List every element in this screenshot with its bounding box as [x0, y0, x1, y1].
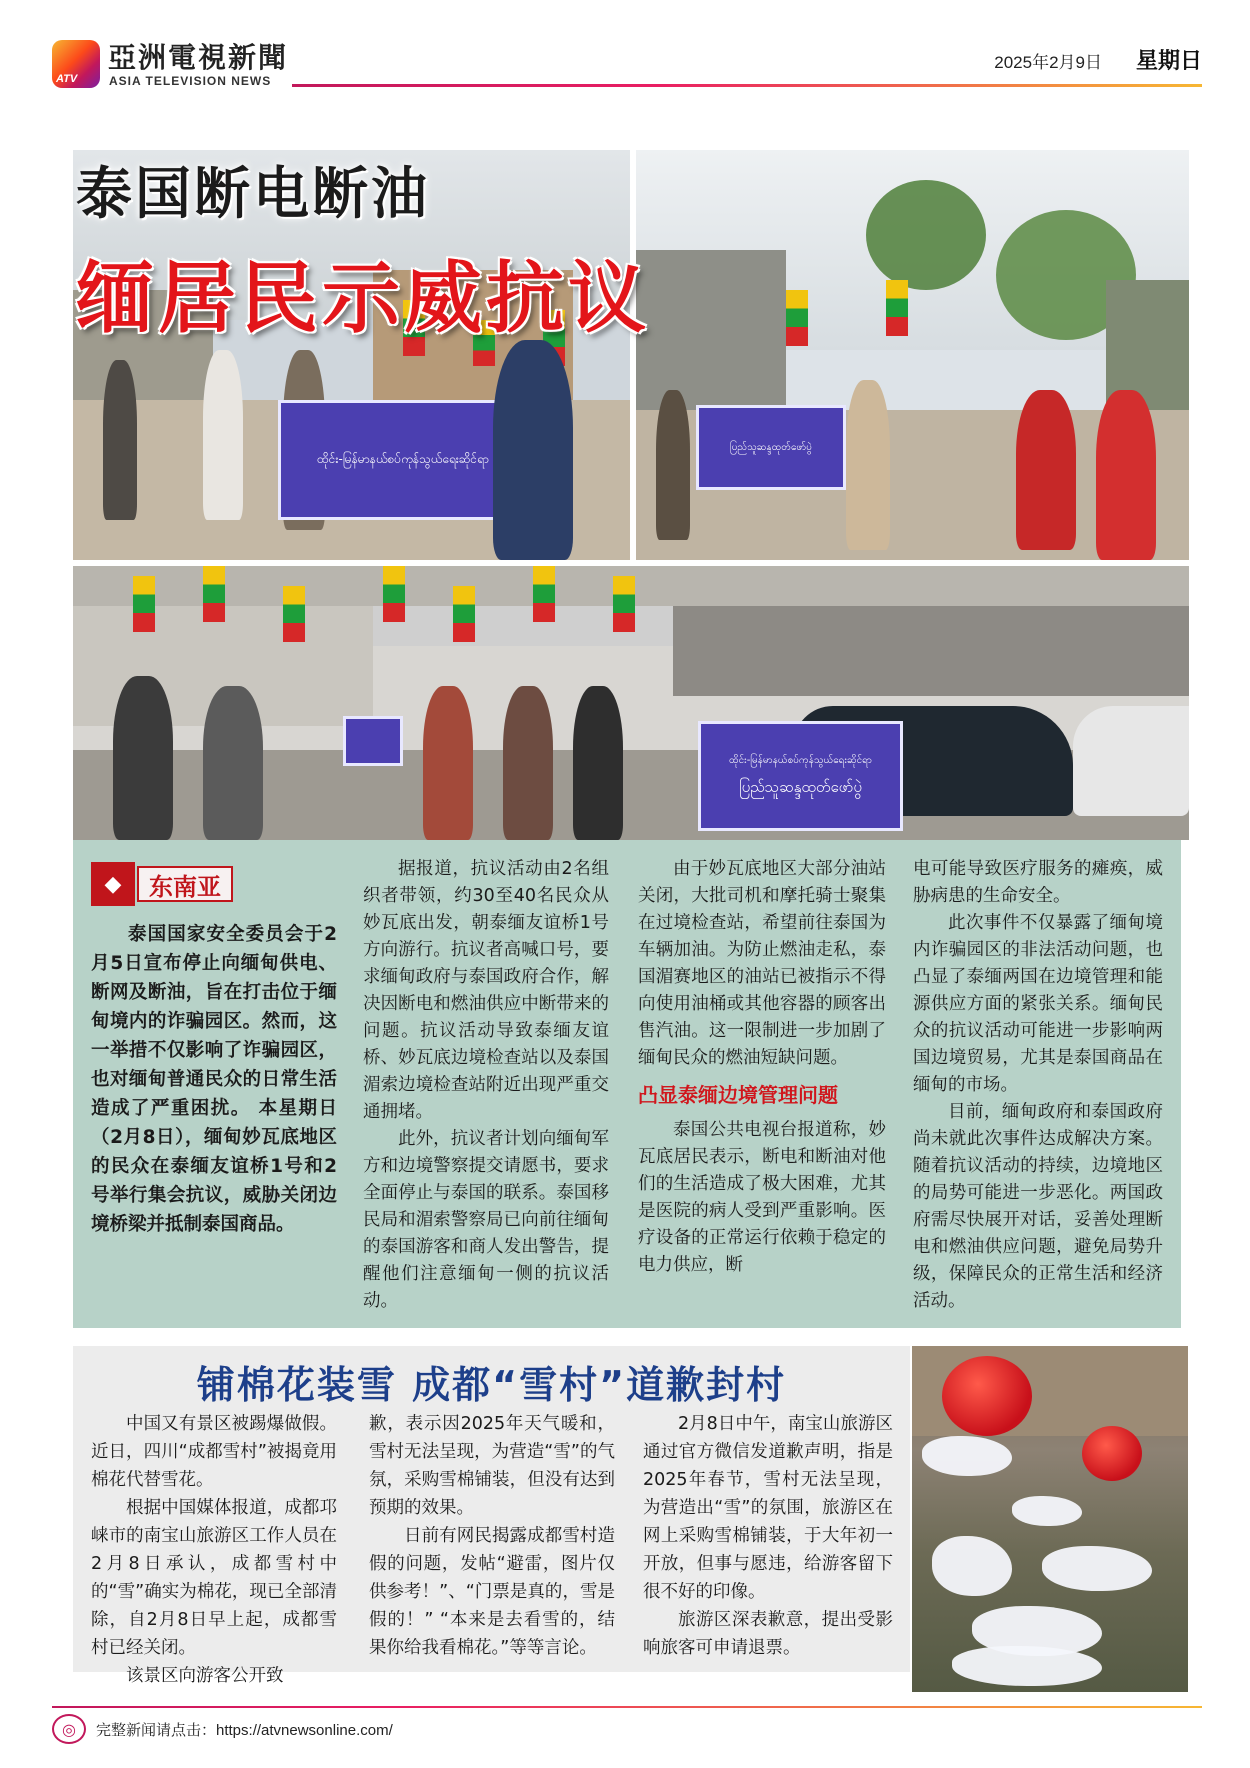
article2-column-1 — [91, 1410, 337, 1690]
article1-paragraph: 此次事件不仅暴露了缅甸境内诈骗园区的非法活动问题，也凸显了泰缅两国在边境管理和能源供应方面的紧张关系。缅甸民众的抗议活动可能进一步影响两国边境贸易，尤其是泰国商品在缅甸的市场。 — [913, 913, 1163, 1095]
article-chengdu-snow-village — [73, 1346, 910, 1686]
logo-chinese-name: 亞洲電視新聞 — [108, 41, 289, 74]
issue-weekday: 星期日 — [1135, 49, 1202, 74]
article2-column-3 — [643, 1410, 893, 1662]
masthead — [52, 36, 1202, 92]
article2-paragraph: 中国又有景区被踢爆做假。近日，四川“成都雪村”被揭竟用棉花代替雪花。 — [91, 1414, 337, 1490]
article1-paragraph: 目前，缅甸政府和泰国政府尚未就此次事件达成解决方案。随着抗议活动的持续，边境地区的局势可能进一步恶化。两国政府需尽快展开对话，妥善处理断电和燃油供应问题，避免局势升级，保障民众的正常生活和经济活动。 — [913, 1102, 1163, 1311]
main-headline — [76, 150, 650, 348]
article1-column-4 — [913, 856, 1163, 1315]
protest-photo-2 — [636, 150, 1189, 560]
lantern-icon — [1082, 1426, 1142, 1481]
article1-paragraph: 由于妙瓦底地区大部分油站关闭，大批司机和摩托骑士聚集在过境检查站，希望前往泰国为车辆加油。为防止燃油走私，泰国湄赛地区的油站已被指示不得向使用油桶或其他容器的顾客出售汽油。这一限制进一步加剧了缅甸民众的燃油短缺问题。 — [638, 859, 886, 1068]
article1-lead: 泰国国家安全委员会于2月5日宣布停止向缅甸供电、断网及断油，旨在打击位于缅甸境内的诈骗园区。然而，这一举措不仅影响了诈骗园区，也对缅甸普通民众的日常生活造成了严重困扰。 本星期日（2月8日），缅甸妙瓦底地区的民众在泰缅友谊桥1号和2号举行集会抗议，威胁关闭边境桥梁并抵制泰国商品。 — [91, 924, 337, 1235]
globe-icon: ◎ — [52, 1714, 86, 1744]
headline-line-2: 缅居民示威抗议 — [76, 254, 651, 344]
footer-divider — [52, 1706, 1202, 1708]
section-tag — [91, 862, 233, 906]
article2-paragraph: 该景区向游客公开致 — [126, 1666, 284, 1686]
article1-lead-column — [91, 920, 337, 1239]
article2-paragraph: 根据中国媒体报道，成都邛崃市的南宝山旅游区工作人员在2月8日承认，成都雪村中的“雪”确实为棉花，现已全部清除，自2月8日早上起，成都雪村已经关闭。 — [91, 1498, 337, 1658]
article1-paragraph: 此外，抗议者计划向缅甸军方和边境警察提交请愿书，要求全面停止与泰国的联系。泰国移民局和湄索警察局已向前往缅甸的泰国游客和商人发出警告，提醒他们注意缅甸一侧的抗议活动。 — [363, 1129, 609, 1311]
article1-paragraph: 泰国公共电视台报道称，妙瓦底居民表示，断电和断油对他们的生活造成了极大困难，尤其是医院的病人受到严重影响。医疗设备的正常运行依赖于稳定的电力供应，断 — [638, 1120, 886, 1275]
lantern-icon — [942, 1356, 1032, 1436]
article1-column-2 — [363, 856, 609, 1315]
article2-paragraph: 歉，表示因2025年天气暖和，雪村无法呈现，为营造“雪”的气氛，采购雪棉铺装，但没有达到预期的效果。 — [369, 1414, 615, 1518]
header-divider — [292, 84, 1202, 87]
article-thailand-myanmar — [73, 840, 1181, 1328]
logo-badge: ATV — [56, 73, 78, 85]
section-tag-label: 东南亚 — [137, 866, 233, 902]
footer-link[interactable]: 完整新闻请点击：https://atvnewsonline.com/ — [96, 1721, 393, 1739]
article1-column-3 — [638, 856, 886, 1279]
map-icon: ◆ — [91, 862, 135, 906]
article2-title: 铺棉花装雪 成都“雪村”道歉封村 — [196, 1363, 787, 1407]
article1-paragraph: 电可能导致医疗服务的瘫痪，威胁病患的生命安全。 — [913, 859, 1163, 906]
fake-snow-photo — [912, 1346, 1188, 1692]
article2-paragraph: 旅游区深表歉意，提出受影响旅客可申请退票。 — [643, 1610, 893, 1658]
article1-subheading: 凸显泰缅边境管理问题 — [638, 1083, 838, 1107]
issue-date: 2025年2月9日 — [994, 53, 1102, 72]
headline-line-1: 泰国断电断油 — [76, 162, 430, 227]
protest-banner-text-3a: ထိုင်း-မြန်မာနယ်စပ်ကုန်သွယ်ရေးဆိုင်ရာ — [728, 754, 873, 766]
protest-banner-text-1: ထိုင်း-မြန်မာနယ်စပ်ကုန်သွယ်ရေးဆိုင်ရာ — [317, 452, 489, 466]
atv-logo-icon — [52, 40, 100, 88]
protest-photo-3 — [73, 566, 1189, 840]
protest-banner-text-2: ပြည်သူဆန္ဒထုတ်ဖော်ပွဲ — [730, 442, 812, 453]
article2-paragraph: 2月8日中午，南宝山旅游区通过官方微信发道歉声明，指是2025年春节，雪村无法呈现，为营造出“雪”的氛围，旅游区在网上采购雪棉铺装，于大年初一开放，但事与愿违，给游客留下很不好的印像。 — [643, 1414, 893, 1602]
protest-banner-text-3b: ပြည်သူဆန္ဒထုတ်ဖော်ပွဲ — [739, 777, 862, 796]
article2-paragraph: 日前有网民揭露成都雪村造假的问题，发帖“避雷，图片仅供参考！”、“门票是真的，雪是假的！” “本来是去看雪的，结果你给我看棉花。”等等言论。 — [369, 1526, 615, 1658]
article1-paragraph: 据报道，抗议活动由2名组织者带领，约30至40名民众从妙瓦底出发，朝泰缅友谊桥1号方向游行。抗议者高喊口号，要求缅甸政府与泰国政府合作，解决因断电和燃油供应中断带来的问题。抗议活动导致泰缅友谊桥、妙瓦底边境检查站以及泰国湄索边境检查站附近出现严重交通拥堵。 — [363, 859, 609, 1122]
logo-english-name: ASIA TELEVISION NEWS — [109, 74, 272, 88]
article2-column-2 — [369, 1410, 615, 1662]
footer — [52, 1714, 393, 1744]
